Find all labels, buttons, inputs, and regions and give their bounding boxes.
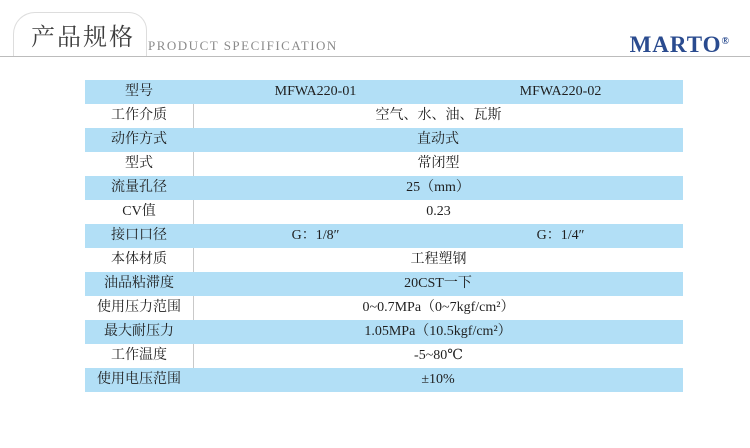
page-title: 产品规格 bbox=[31, 25, 135, 51]
row-value: MFWA220-01 bbox=[274, 84, 357, 99]
row-value: 空气、水、油、瓦斯 bbox=[193, 104, 683, 128]
row-label: 动作方式 bbox=[111, 132, 167, 147]
table-row bbox=[85, 200, 683, 224]
row-value: 常闭型 bbox=[193, 152, 683, 176]
row-label: 使用压力范围 bbox=[97, 300, 181, 315]
table-row bbox=[85, 224, 683, 248]
table-row bbox=[85, 128, 683, 152]
spec-table bbox=[85, 80, 683, 392]
row-value: 0.23 bbox=[193, 200, 683, 224]
table-row bbox=[85, 176, 683, 200]
table-row bbox=[85, 104, 683, 128]
row-label: 型式 bbox=[125, 156, 153, 171]
table-row bbox=[85, 368, 683, 392]
row-value: G：1/8″ bbox=[291, 228, 340, 243]
row-value: ±10% bbox=[421, 372, 455, 387]
row-value: 工程塑钢 bbox=[193, 248, 683, 272]
row-label: 型号 bbox=[125, 84, 153, 99]
row-value: 25（mm） bbox=[406, 180, 470, 195]
row-label: 接口口径 bbox=[111, 228, 167, 243]
row-label: 工作温度 bbox=[111, 348, 167, 363]
table-row bbox=[85, 320, 683, 344]
row-label: 工作介质 bbox=[111, 108, 167, 123]
registered-mark-icon: ® bbox=[721, 36, 730, 47]
brand-name: MARTO bbox=[629, 32, 722, 57]
row-value: 20CST一下 bbox=[404, 276, 472, 291]
row-label: CV值 bbox=[122, 204, 156, 219]
page-subtitle: PRODUCT SPECIFICATION bbox=[148, 38, 338, 53]
table-row bbox=[85, 152, 683, 176]
table-row bbox=[85, 80, 683, 104]
table-row bbox=[85, 272, 683, 296]
row-value: 直动式 bbox=[417, 132, 459, 147]
row-label: 流量孔径 bbox=[111, 180, 167, 195]
row-label: 最大耐压力 bbox=[104, 324, 174, 339]
table-row bbox=[85, 296, 683, 320]
row-value: MFWA220-02 bbox=[519, 84, 602, 99]
row-value: 1.05MPa（10.5kgf/cm²） bbox=[364, 324, 512, 339]
table-row bbox=[85, 344, 683, 368]
row-value: 0~0.7MPa（0~7kgf/cm²） bbox=[193, 296, 683, 320]
row-label: 本体材质 bbox=[111, 252, 167, 267]
table-row bbox=[85, 248, 683, 272]
brand-logo bbox=[630, 32, 730, 58]
row-label: 使用电压范围 bbox=[97, 372, 181, 387]
row-value: -5~80℃ bbox=[193, 344, 683, 368]
row-value: G：1/4″ bbox=[536, 228, 585, 243]
header-divider bbox=[0, 56, 750, 57]
row-label: 油品粘滞度 bbox=[104, 276, 174, 291]
